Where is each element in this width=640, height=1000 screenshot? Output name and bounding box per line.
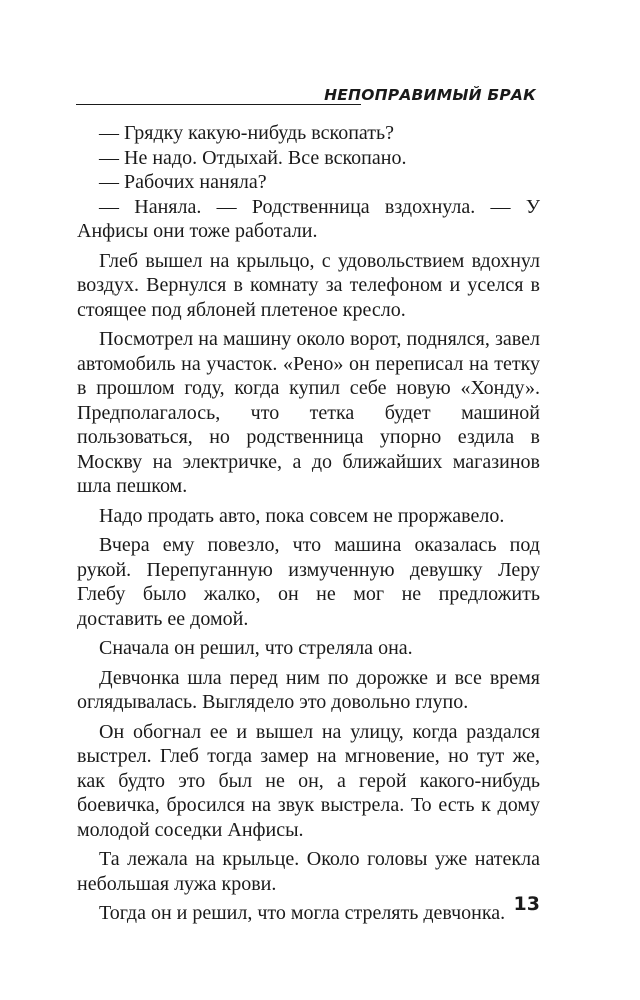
header-rule <box>76 104 361 105</box>
paragraph: Посмотрел на машину около ворот, поднялся, завел автомобиль на участок. «Рено» он переписал на тетку в прошлом году, когда купил себе новую «Хонду». Предполагалось, что тетка будет машиной пользоваться, но родственница упорно ездила в Москву на электричке, а до ближайших магазинов шла пешком. <box>77 328 540 497</box>
dialogue-line: — Грядку какую-нибудь вскопать? <box>99 122 394 144</box>
running-header <box>76 84 536 108</box>
paragraph: Сначала он решил, что стреляла она. <box>99 637 413 659</box>
paragraph: Он обогнал ее и вышел на улицу, когда раздался выстрел. Глеб тогда замер на мгновение, но тут же, как будто это был не он, а герой какого-нибудь боевичка, бросился на звук выстрела. То есть к дому молодой соседки Анфисы. <box>77 720 540 841</box>
dialogue-line: — Наняла. — Родственница вздохнула. — У Анфисы они тоже работали. <box>77 195 540 242</box>
paragraph: Надо продать авто, пока совсем не проржавело. <box>99 504 505 527</box>
paragraph: Глеб вышел на крыльцо, с удовольствием вдохнул воздух. Вернулся в комнату за телефоном и уселся в стоящее под яблоней плетеное кресло. <box>77 249 540 321</box>
dialogue-line: — Не надо. Отдыхай. Все вскопано. <box>99 146 407 169</box>
paragraph: Вчера ему повезло, что машина оказалась под рукой. Перепуганную измученную девушку Леру Глебу было жалко, он не мог не предложить доставить ее домой. <box>77 534 540 630</box>
dialogue-line: — Рабочих наняла? <box>99 171 267 193</box>
paragraph: Тогда он и решил, что могла стрелять девчонка. <box>99 902 506 924</box>
paragraph: Девчонка шла перед ним по дорожке и все время оглядывалась. Выглядело это довольно глупо. <box>77 666 540 713</box>
page-number: 13 <box>513 893 540 915</box>
paragraph: Та лежала на крыльце. Около головы уже натекла небольшая лужа крови. <box>77 848 540 895</box>
running-title: НЕПОПРАВИМЫЙ БРАК <box>324 86 536 104</box>
body-text <box>77 121 540 926</box>
